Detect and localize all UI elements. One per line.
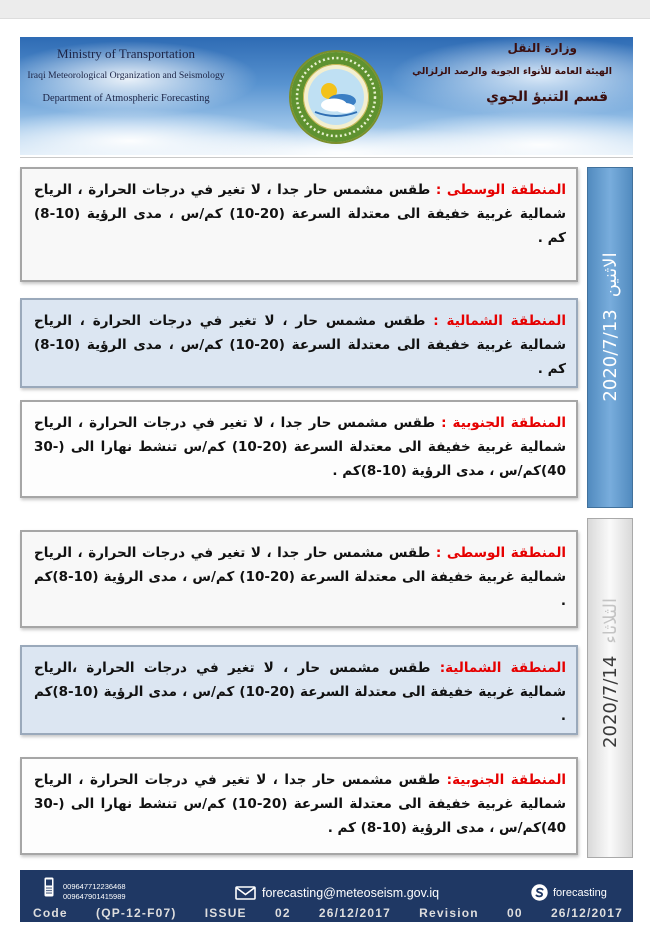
forecast-box-north bbox=[20, 645, 578, 735]
day-label bbox=[588, 167, 632, 497]
phone-number: 009647712236468 bbox=[63, 882, 126, 891]
organization-name-en: Iraqi Meteorological Organization and Seismology bbox=[27, 70, 225, 81]
ministry-name-ar: وزارة النقل bbox=[507, 41, 577, 55]
region-label: المنطقة الجنوبية: bbox=[446, 772, 567, 788]
region-forecast: طقس مشمس حار ، لا تغير في درجات الحرارة ،الرياح شمالية غربية خفيفة الى معتدلة السرعة (10-20) كم/س ، مدى الرؤية (8-10)كم . bbox=[34, 660, 566, 724]
forecast-box-central bbox=[20, 530, 578, 628]
mobile-phone-icon bbox=[44, 877, 54, 897]
footer-bar bbox=[20, 870, 633, 922]
document-code-line: Code (QP-12-F07) ISSUE 02 26/12/2017 Revision 00 26/12/2017 bbox=[33, 906, 623, 920]
forecast-text bbox=[34, 411, 566, 483]
phone-numbers bbox=[63, 882, 126, 901]
date: 2020/7/13 bbox=[599, 309, 621, 402]
region-label: المنطقة الوسطى : bbox=[435, 182, 567, 198]
day-label-bar bbox=[587, 518, 633, 858]
day-label bbox=[588, 518, 632, 843]
region-forecast: طقس مشمس حار جدا ، لا تغير في درجات الحرارة ، الرياح شمالية غربية خفيفة الى معتدلة السرعة (10-20) كم/س تنشط نهارا الى (30-40)كم/س ، مدى الرؤية (8-10) كم . bbox=[34, 772, 566, 836]
weekday: الثلاثاء bbox=[599, 598, 621, 644]
department-name-en: Department of Atmospheric Forecasting bbox=[42, 93, 210, 104]
region-label: المنطقة الوسطى : bbox=[435, 545, 567, 561]
envelope-icon bbox=[235, 886, 256, 900]
header-divider bbox=[20, 157, 633, 158]
forecast-text bbox=[34, 178, 566, 250]
region-label: المنطقة الجنوبية : bbox=[441, 415, 567, 431]
region-label: المنطقة الشمالية : bbox=[433, 313, 566, 329]
department-name-ar: قسم التنبؤ الجوي bbox=[486, 89, 608, 105]
region-forecast: طقس مشمس حار جدا ، لا تغير في درجات الحرارة ، الرياح شمالية غربية خفيفة الى معتدلة السرعة (10-20) كم/س تنشط نهارا الى (30-40)كم/س ، مدى الرؤية (8-10)كم . bbox=[34, 415, 566, 479]
forecast-text bbox=[34, 309, 566, 381]
skype-icon bbox=[531, 884, 548, 901]
region-label: المنطقة الشمالية: bbox=[439, 660, 566, 676]
date: 2020/7/14 bbox=[599, 655, 621, 748]
ministry-name-en: Ministry of Transportation bbox=[57, 46, 195, 61]
organization-emblem-icon bbox=[289, 50, 383, 144]
region-forecast: طقس مشمس حار ، لا تغير في درجات الحرارة ، الرياح شمالية غربية خفيفة الى معتدلة السرعة (10-20) كم/س ، مدى الرؤية (8-10) كم . bbox=[34, 313, 566, 377]
viewer-top-strip bbox=[0, 0, 650, 19]
weekday: الاثنين bbox=[599, 252, 621, 298]
forecast-box-central bbox=[20, 167, 578, 282]
region-forecast: طقس مشمس حار جدا ، لا تغير في درجات الحرارة ، الرياح شمالية غربية خفيفة الى معتدلة السرعة (10-20) كم/س ، مدى الرؤية (8-10) كم . bbox=[34, 182, 566, 246]
email-address: forecasting@meteoseism.gov.iq bbox=[262, 886, 440, 900]
header-banner bbox=[20, 37, 633, 155]
forecast-text bbox=[34, 768, 566, 840]
day-label-bar bbox=[587, 167, 633, 508]
forecast-text bbox=[34, 656, 566, 728]
forecast-box-south bbox=[20, 400, 578, 498]
forecast-text bbox=[34, 541, 566, 613]
forecast-box-south bbox=[20, 757, 578, 855]
region-forecast: طقس مشمس حار جدا ، لا تغير في درجات الحرارة ، الرياح شمالية غربية خفيفة الى معتدلة السرعة (10-20) كم/س ، مدى الرؤية (8-10)كم . bbox=[34, 545, 566, 609]
forecast-box-north bbox=[20, 298, 578, 388]
skype-handle: forecasting bbox=[553, 887, 607, 899]
organization-name-ar: الهيئة العامة للأنواء الجوية والرصد الزلزالي bbox=[412, 66, 612, 77]
phone-number: 009647901415989 bbox=[63, 891, 126, 901]
